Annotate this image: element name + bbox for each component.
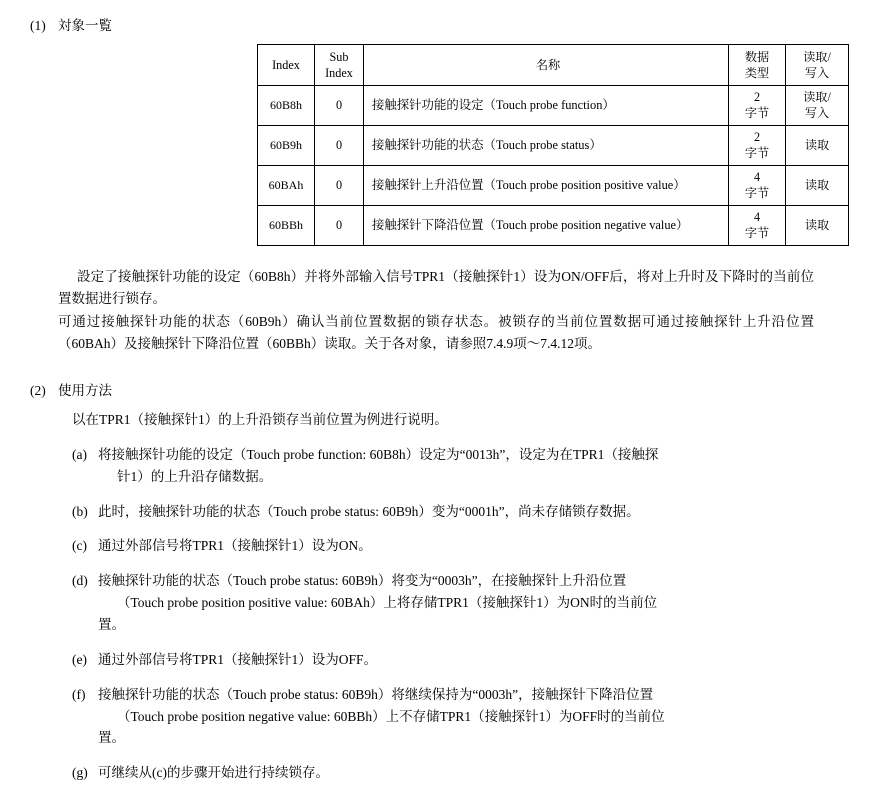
cell-sub-index: 0 xyxy=(315,86,364,126)
step-text xyxy=(98,535,848,557)
step-label: (b) xyxy=(72,503,88,519)
cell-name: 接触探针功能的设定（Touch probe function） xyxy=(364,86,729,126)
step-line-2: 针1）的上升沿存储数据。 xyxy=(117,468,273,484)
cell-index: 60BAh xyxy=(258,165,315,205)
cell-name: 接触探针下降沿位置（Touch probe position negative value） xyxy=(364,205,729,245)
step-label: (g) xyxy=(72,765,88,781)
object-list-table-wrapper xyxy=(257,44,848,246)
cell-index: 60B9h xyxy=(258,125,315,165)
cell-sub-index: 0 xyxy=(315,125,364,165)
list-item xyxy=(72,649,848,671)
cell-data-type-line1: 2 xyxy=(753,129,761,144)
step-text xyxy=(98,762,848,784)
section-1-body xyxy=(58,266,814,355)
cell-sub-index: 0 xyxy=(315,205,364,245)
cell-data-type-line1: 2 xyxy=(753,90,761,104)
header-name: 名称 xyxy=(364,45,729,86)
step-label: (c) xyxy=(72,538,87,554)
cell-data-type xyxy=(729,86,786,126)
cell-read-write: 读取 xyxy=(786,125,849,165)
cell-index: 60B8h xyxy=(258,86,315,126)
step-line-1: 可继续从(c)的步骤开始进行持续锁存。 xyxy=(98,765,329,781)
step-text xyxy=(98,444,848,488)
cell-index: 60BBh xyxy=(258,205,315,245)
step-label: (a) xyxy=(72,446,87,462)
cell-data-type-line1: 4 xyxy=(753,169,761,184)
section-1-paragraph-2: 可通过接触探针功能的状态（60B9h）确认当前位置数据的锁存状态。被锁存的当前位置数据可通过接触探针上升沿位置（60BAh）及接触探针下降沿位置（60BBh）读取。关于各对象，请参照7.4.9项～7.4.12项。 xyxy=(58,314,814,352)
section-2-number: (2) xyxy=(30,383,46,399)
step-text xyxy=(98,649,848,671)
step-line-1: 接触探针功能的状态（Touch probe status: 60B9h）将变为“0003h”，在接触探针上升沿位置 xyxy=(98,573,627,589)
table-header xyxy=(258,45,849,86)
step-label: (f) xyxy=(72,686,86,702)
object-list-table xyxy=(257,44,849,246)
table-row xyxy=(258,125,849,165)
cell-read-write xyxy=(786,86,849,126)
section-2 xyxy=(24,379,848,784)
table-row xyxy=(258,86,849,126)
list-item xyxy=(72,444,848,488)
step-text xyxy=(98,684,848,750)
cell-data-type-line2: 字节 xyxy=(744,186,770,201)
step-line-1: 接触探针功能的状态（Touch probe status: 60B9h）将继续保持为“0003h”，接触探针下降沿位置 xyxy=(98,686,654,702)
cell-read-write-line2: 写入 xyxy=(804,106,830,121)
step-line-1: 通过外部信号将TPR1（接触探针1）设为ON。 xyxy=(98,538,372,554)
section-1-paragraph-1: 設定了接触探针功能的设定（60B8h）并将外部输入信号TPR1（接触探针1）设为ON/OFF后，将对上升时及下降时的当前位置数据进行锁存。 xyxy=(58,268,814,306)
table-row xyxy=(258,205,849,245)
cell-data-type-line2: 字节 xyxy=(744,106,770,121)
list-item xyxy=(72,684,848,750)
header-sub-index xyxy=(315,45,364,86)
table-row xyxy=(258,165,849,205)
step-label: (e) xyxy=(72,651,87,667)
step-line-2: （Touch probe position positive value: 60BAh）上将存储TPR1（接触探针1）为ON时的当前位 xyxy=(117,595,658,611)
step-line-1: 通过外部信号将TPR1（接触探针1）设为OFF。 xyxy=(98,651,378,667)
list-item xyxy=(72,535,848,557)
cell-read-write-line1: 读取/ xyxy=(803,90,831,104)
header-data-type xyxy=(729,45,786,86)
step-line-1: 将接触探针功能的设定（Touch probe function: 60B8h）设定为“0013h”，设定为在TPR1（接触探 xyxy=(98,446,659,462)
section-1-heading xyxy=(30,14,848,34)
list-item xyxy=(72,501,848,523)
cell-read-write: 读取 xyxy=(786,205,849,245)
header-read-write xyxy=(786,45,849,86)
cell-data-type-line2: 字节 xyxy=(744,146,770,161)
table-body xyxy=(258,86,849,246)
step-line-1: 此时，接触探针功能的状态（Touch probe status: 60B9h）变为“0001h”，尚未存储锁存数据。 xyxy=(98,503,640,519)
cell-data-type xyxy=(729,205,786,245)
cell-name: 接触探针上升沿位置（Touch probe position positive value） xyxy=(364,165,729,205)
cell-name: 接触探针功能的状态（Touch probe status） xyxy=(364,125,729,165)
section-2-steps xyxy=(72,444,848,784)
header-sub-index-line2: Index xyxy=(325,66,353,80)
section-1-number: (1) xyxy=(30,18,46,33)
cell-data-type-line2: 字节 xyxy=(744,226,770,241)
header-data-type-line1: 数据 xyxy=(744,49,770,64)
list-item xyxy=(72,570,848,636)
list-item xyxy=(72,762,848,784)
section-2-title: 使用方法 xyxy=(58,383,112,399)
cell-data-type xyxy=(729,165,786,205)
step-text xyxy=(98,501,848,523)
header-read-write-line1: 读取/ xyxy=(803,49,831,64)
header-data-type-line2: 类型 xyxy=(744,66,770,80)
cell-data-type xyxy=(729,125,786,165)
step-line-3: 置。 xyxy=(98,730,125,746)
section-2-intro: 以在TPR1（接触探针1）的上升沿锁存当前位置为例进行说明。 xyxy=(72,412,448,428)
step-label: (d) xyxy=(72,573,88,589)
step-text xyxy=(98,570,848,636)
step-line-2: （Touch probe position negative value: 60BBh）上不存储TPR1（接触探针1）为OFF时的当前位 xyxy=(117,708,665,724)
header-sub-index-line1: Sub xyxy=(329,49,349,64)
step-line-3: 置。 xyxy=(98,616,125,632)
header-read-write-line2: 写入 xyxy=(804,66,830,80)
cell-sub-index: 0 xyxy=(315,165,364,205)
section-2-heading xyxy=(30,379,848,399)
section-1-title: 対象一覧 xyxy=(58,18,112,33)
cell-data-type-line1: 4 xyxy=(753,209,761,224)
table-header-row xyxy=(258,45,849,86)
header-index: Index xyxy=(258,45,315,86)
cell-read-write: 读取 xyxy=(786,165,849,205)
